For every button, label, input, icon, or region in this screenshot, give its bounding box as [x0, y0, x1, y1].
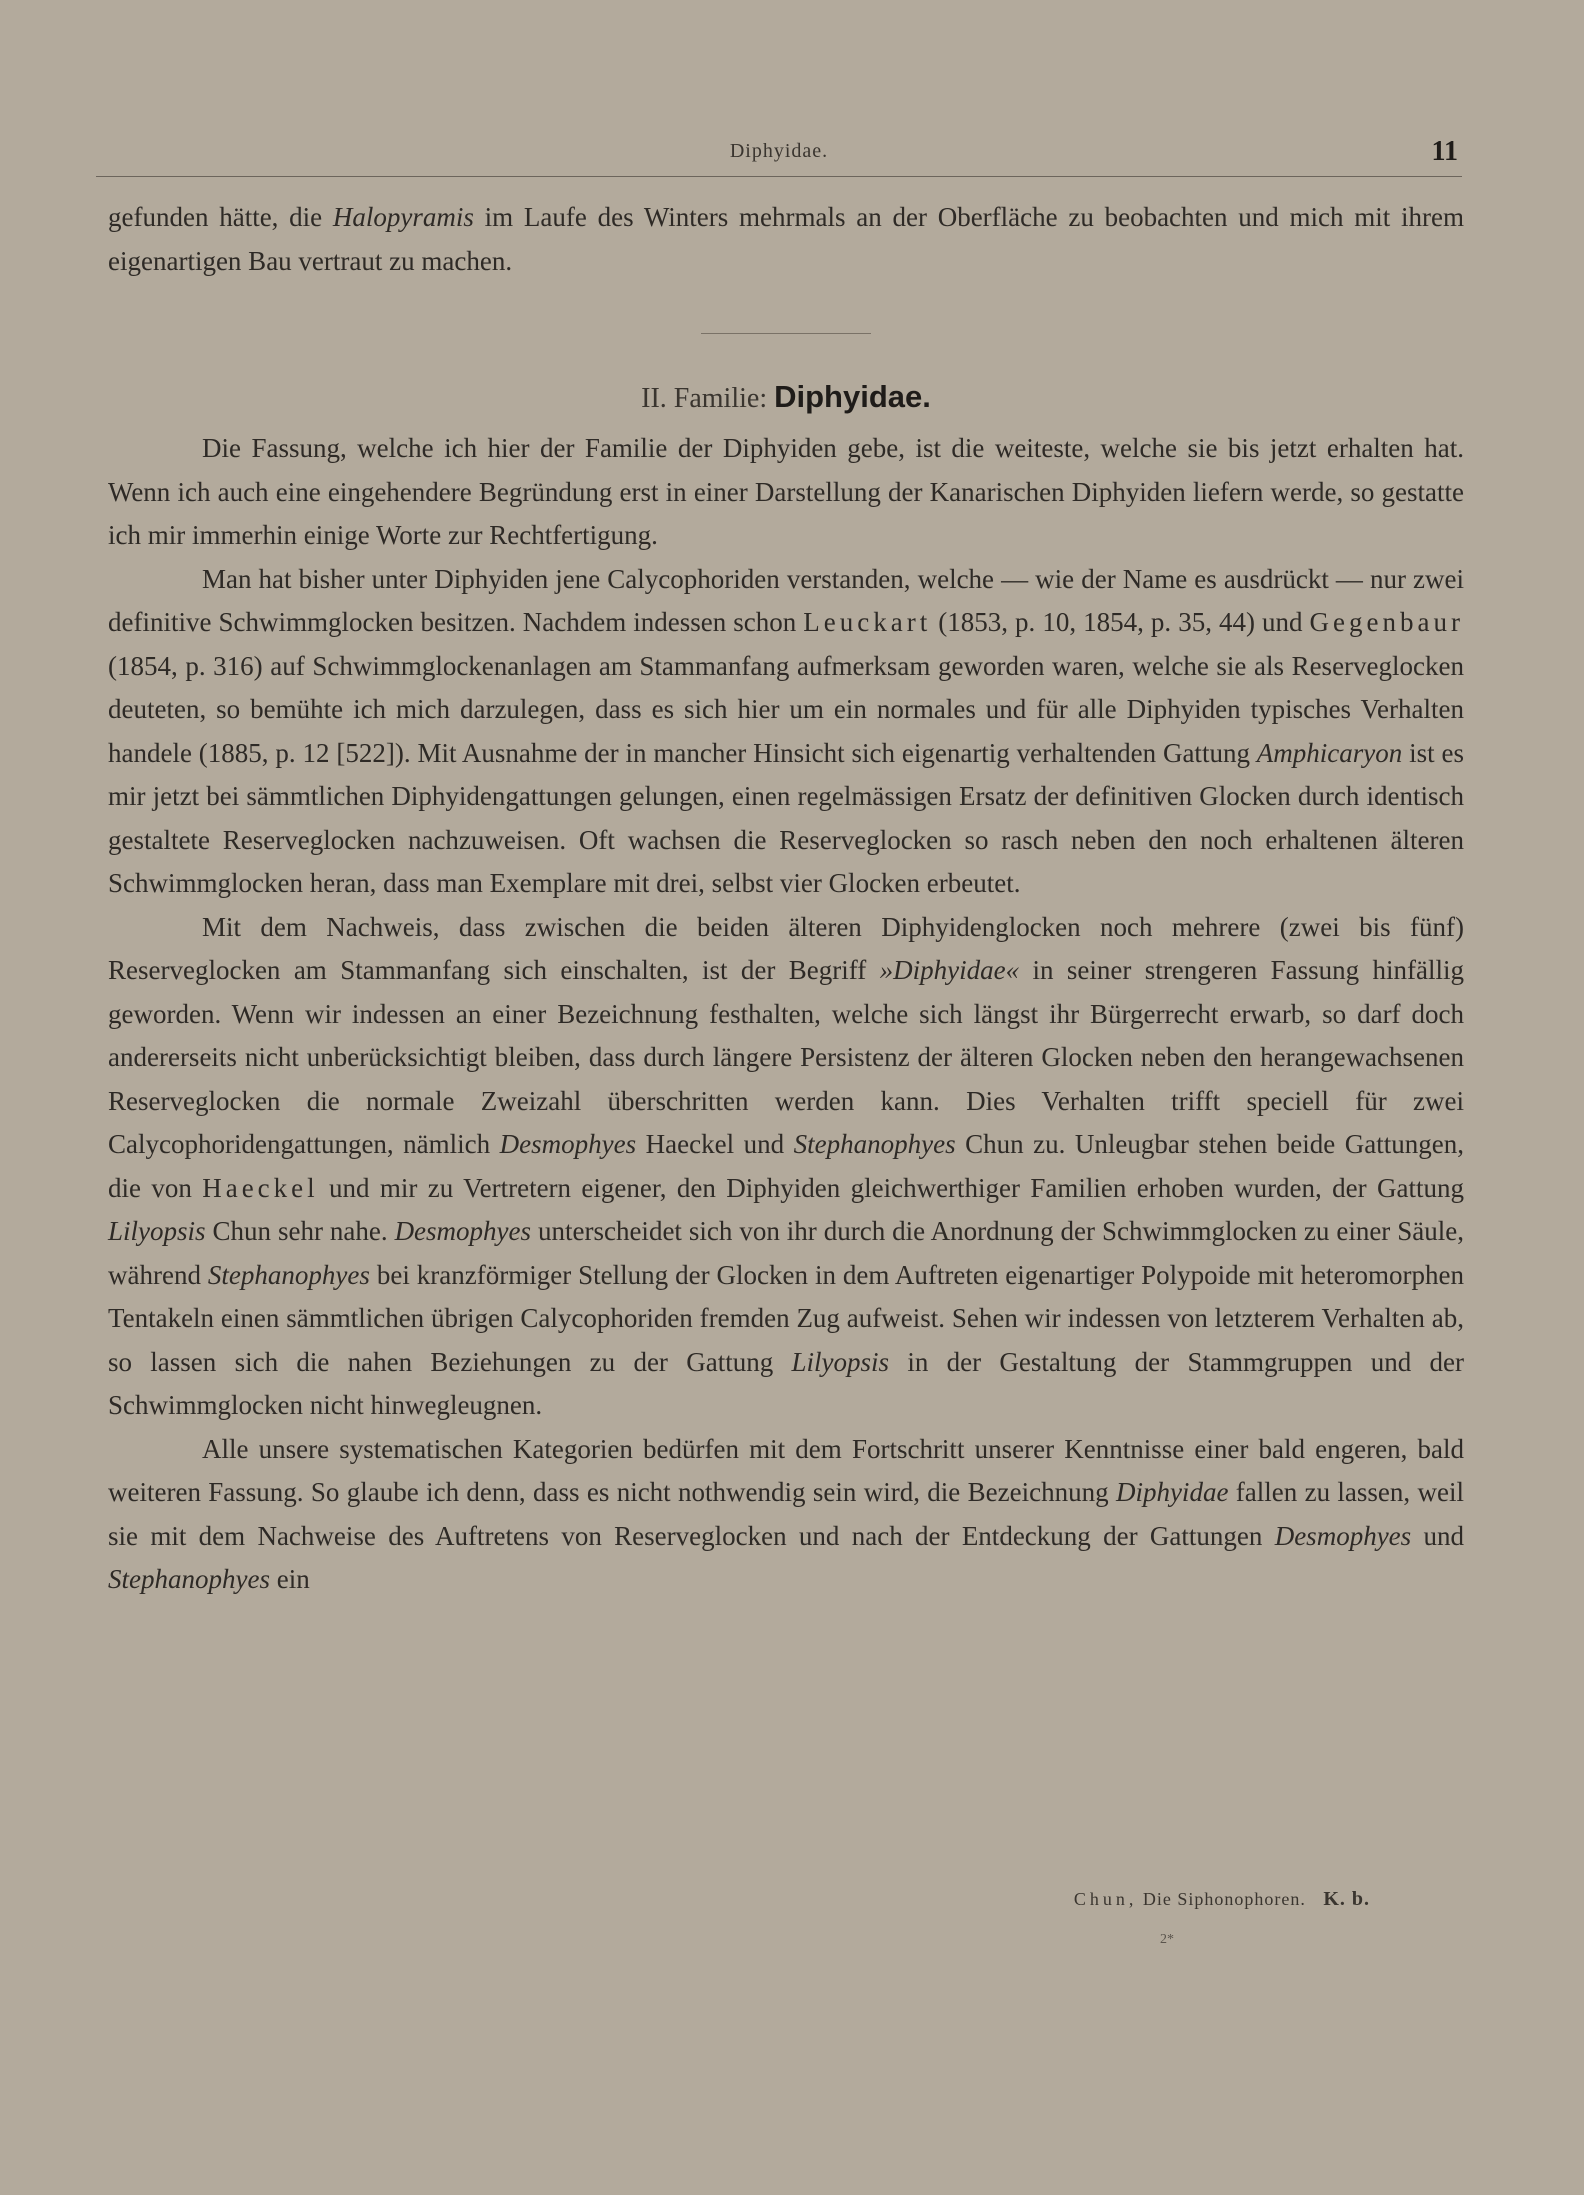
text-run: Haeckel und [636, 1129, 794, 1159]
text-run: gefunden hätte, die [108, 202, 333, 232]
text-run: Alle unsere systematischen Kategorien bedürfen mit dem Fortschritt unserer Kenntnisse einer bald engeren, bald weiteren Fassung. So glaube ich denn, dass es nicht nothwendig sein wird, die Bezeichnung [108, 1433, 1464, 1507]
text-run: unterscheidet sich von ihr durch die Anordnung der Schwimmglocken zu einer Säule, während [108, 1216, 1464, 1290]
section-divider [701, 333, 871, 334]
section-label: II. Familie: [641, 383, 768, 414]
sheet-mark: 2* [1160, 1932, 1174, 1947]
genus-name: Amphicaryon [1256, 737, 1403, 768]
text-run: fallen zu lassen, weil sie mit dem Nachweise des Auftretens von Reserveglocken und nach der Entdeckung der Gattungen [108, 1477, 1465, 1551]
text-run: (1854, p. 316) auf Schwimmglockenanlagen am Stammanfang aufmerksam geworden waren, welche sie als Reserveglocken deuteten, so bemühte ich mich darzulegen, dass es sich hier um ein normales und für alle Diphyiden typisches Verhalten handele (1885, p. 12 [522]). Mit Ausnahme der in mancher Hinsicht sich eigenartig verhaltenden Gattung [108, 650, 1464, 768]
signature-work: Die Siphonophoren. [1142, 1889, 1306, 1909]
genus-name: Lilyopsis [108, 1216, 206, 1246]
genus-name: Desmophyes [394, 1216, 532, 1246]
text-run: und mir zu Vertretern eigener, den Diphyiden gleichwerthiger Familien erhoben wurden, der Gattung [318, 1172, 1464, 1203]
text-run: in der Gestaltung der Stammgruppen und der Schwimmglocken nicht hinwegleugnen. [108, 1346, 1464, 1420]
running-head [96, 136, 1462, 177]
genus-name: Lilyopsis [791, 1346, 890, 1377]
family-name: Diphyidae. [774, 379, 931, 414]
paragraph-2 [108, 558, 1464, 906]
text-run: Man hat bisher unter Diphyiden jene Calycophoriden verstanden, welche — wie der Name es ausdrückt — nur zwei definitive Schwimmglocken besitzen. Nachdem indessen schon [108, 563, 1464, 637]
text-run: Mit dem Nachweis, dass zwischen die beiden älteren Diphyidenglocken noch mehrere (zwei bis fünf) Reserveglocken am Stammanfang sich einschalten, ist der Begriff [108, 911, 1464, 985]
genus-name: Stephanophyes [793, 1129, 956, 1159]
text-run: ein [269, 1564, 310, 1594]
text-run: und [1411, 1520, 1464, 1551]
text-run: bei kranzförmiger Stellung der Glocken in dem Auftreten eigenartiger Polypoide mit heteromorphen Tentakeln einen sämmtlichen übrigen Calycophoriden fremden Zug aufweist. Sehen wir indessen von letzterem Verhalten ab, so lassen sich die nahen Beziehungen zu der Gattung [108, 1259, 1464, 1377]
taxon-name: Diphyidae [1115, 1477, 1229, 1507]
author-name: Gegenbaur [1309, 607, 1464, 637]
text-run: Chun sehr nahe. [205, 1216, 395, 1246]
genus-name: Desmophyes [1274, 1520, 1412, 1551]
text-run: ist es mir jetzt bei sämmtlichen Diphyidengattungen gelungen, einen regelmässigen Ersatz der definitiven Glocken durch identisch gestaltete Reserveglocken nachzuweisen. Oft wachsen die Reserveglocken so rasch neben den noch erhaltenen älteren Schwimmglocken heran, dass man Exemplare mit drei, selbst vier Glocken erbeutet. [108, 737, 1464, 898]
body-text [108, 196, 1464, 1602]
signature-line [1040, 1888, 1370, 1911]
text-run: im Laufe des Winters mehrmals an der Oberfläche zu beobachten und mich mit ihrem eigenartigen Bau vertraut zu machen. [108, 202, 1464, 276]
signature-author: Chun, [1073, 1889, 1138, 1909]
author-name: Haeckel [202, 1172, 319, 1203]
genus-name: Halopyramis [332, 202, 474, 232]
paragraph-4 [108, 1428, 1464, 1602]
signature-section: K. b. [1323, 1888, 1370, 1910]
genus-name: Desmophyes [499, 1129, 637, 1159]
section-heading [108, 377, 1464, 419]
intro-paragraph [108, 196, 1464, 283]
paragraph-1: Die Fassung, welche ich hier der Familie der Diphyiden gebe, ist die weiteste, welche sie bis jetzt erhalten hat. Wenn ich auch eine eingehendere Begründung erst in einer Darstellung der Kanarischen Diphyiden liefern werde, so gestatte ich mir immerhin einige Worte zur Rechtfertigung. [108, 433, 1464, 550]
paragraph-3 [108, 906, 1464, 1428]
genus-name: Stephanophyes [207, 1259, 370, 1290]
author-name: Leuckart [803, 607, 932, 637]
page-number: 11 [1431, 136, 1458, 167]
taxon-name: »Diphyidae« [879, 955, 1020, 985]
genus-name: Stephanophyes [108, 1564, 270, 1594]
text-run: Chun zu. Unleugbar stehen beide Gattungen, die von [108, 1129, 1464, 1203]
text-run: (1853, p. 10, 1854, p. 35, 44) und [931, 607, 1310, 637]
text-run: in seiner strengeren Fassung hinfällig geworden. Wenn wir indessen an einer Bezeichnung festhalten, welche sich längst ihr Bürgerrecht erwarb, so darf doch andererseits nicht unberücksichtigt bleiben, dass durch längere Persistenz der älteren Glocken neben den herangewachsenen Reserveglocken die normale Zweizahl überschritten werden kann. Dies Verhalten trifft speciell für zwei Calycophoridengattungen, nämlich [108, 955, 1464, 1159]
running-title: Diphyidae. [729, 140, 829, 162]
